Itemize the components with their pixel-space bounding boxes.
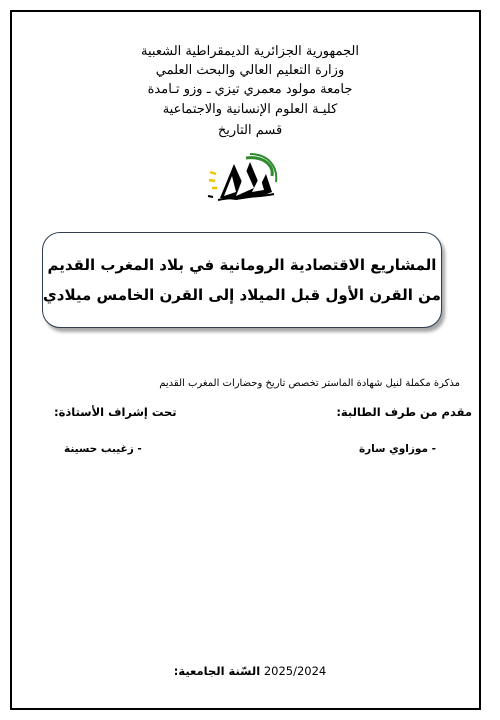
degree-note: مذكرة مكملة لنيل شهادة الماستر تخصص تاريخ وحضارات المغرب القديم [159,378,460,389]
academic-year-label: السّنة الجامعية: [173,664,261,678]
academic-year [0,664,500,678]
ministry-name: وزارة التعليم العالي والبحث العلمي [155,63,345,78]
student-name: - موزاوي سارة [358,443,436,455]
republic-name: الجمهورية الجزائرية الديمقراطية الشعبية [141,44,359,59]
university-name: جامعة مولود معمري تيزي ـ وزو تـامدة [147,82,353,97]
faculty-name: كليـة العلوم الإنسانية والاجتماعية [162,102,338,117]
thesis-title-line-1: المشاريع الاقتصادية الرومانية في بلاد المغرب القديم [47,256,437,274]
academic-year-value: 2025/2024 [263,664,327,678]
university-logo-icon [206,152,280,204]
student-label: مقدم من طرف الطالبة: [336,405,472,419]
supervisor-name: - زغيبب حسينة [64,443,142,455]
department-name: قسم التاريخ [217,123,283,138]
thesis-title-line-2: من القرن الأول قبل الميلاد إلى القرن الخامس ميلادي [43,286,441,304]
thesis-title-box [42,232,442,328]
supervisor-label: تحت إشراف الأستاذة: [54,405,177,419]
